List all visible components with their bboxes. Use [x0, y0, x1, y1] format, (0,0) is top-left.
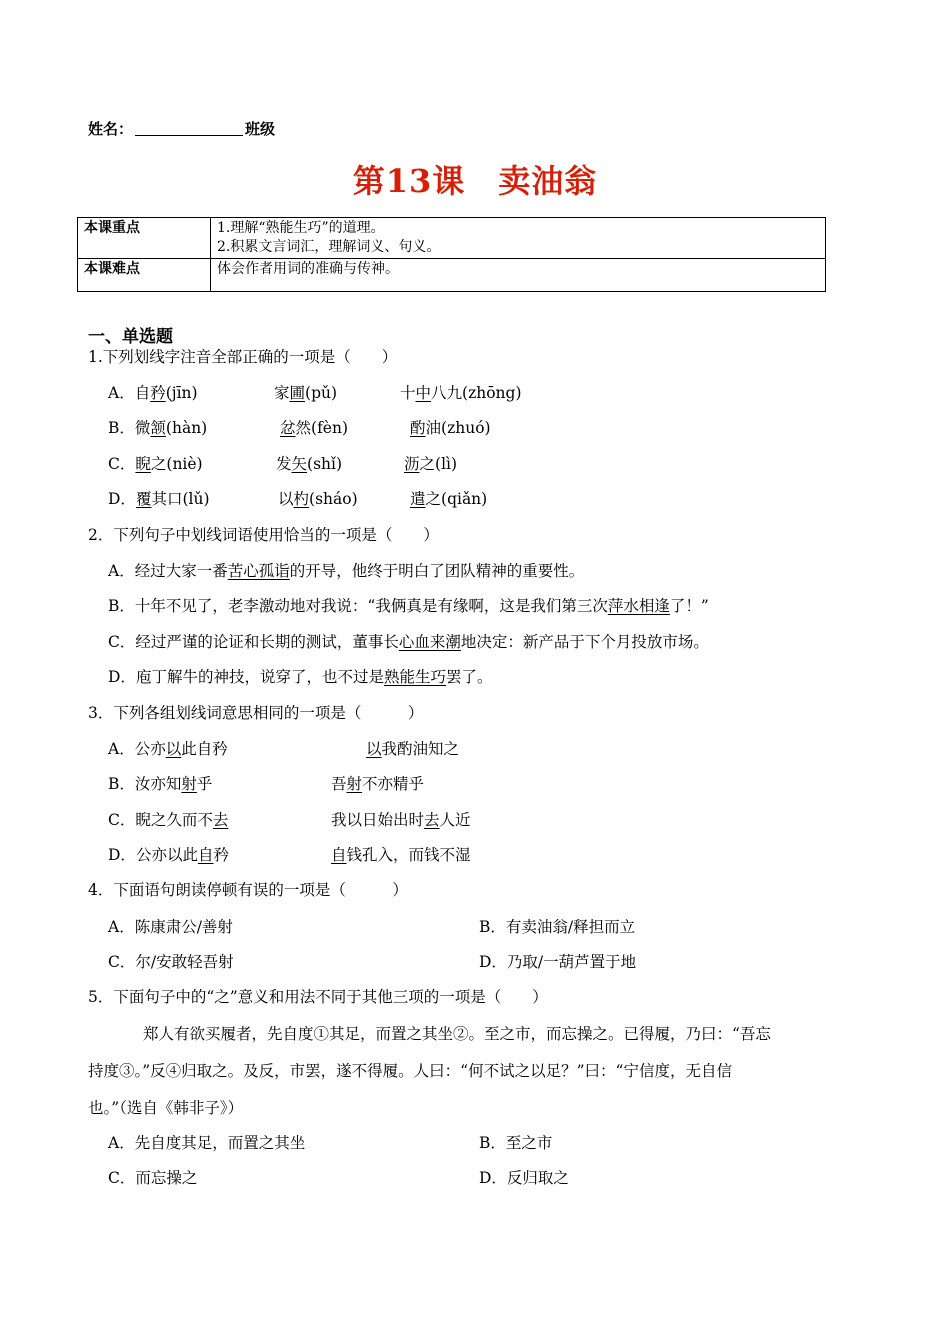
class-label: 班级 [245, 120, 276, 138]
q4-option-b[interactable]: B．有卖油翁/释担而立 [479, 918, 636, 936]
q3-option-d-right: 自钱孔入，而钱不湿 [331, 846, 471, 864]
q1-option-c-2: 发矢(shǐ) [276, 455, 343, 473]
q2-option-d[interactable]: D．庖丁解牛的神技，说穿了，也不过是熟能生巧罢了。 [108, 668, 493, 686]
q3-option-c-right: 我以日始出时去人近 [331, 811, 471, 829]
focus-line-1: 1.理解“熟能生巧”的道理。 [217, 220, 385, 236]
q5-option-c[interactable]: C．而忘操之 [108, 1169, 198, 1187]
q5-passage-line-3: 也。”（选自《韩非子》） [88, 1099, 244, 1117]
q4-option-a[interactable]: A．陈康肃公/善射 [108, 918, 233, 936]
q2-option-c[interactable]: C．经过严谨的论证和长期的测试，董事长心血来潮地决定：新产品于下个月投放市场。 [108, 633, 709, 651]
q3-option-b[interactable]: B．汝亦知射乎 [108, 775, 213, 793]
q1-option-d[interactable]: D．覆其口(lǔ) [108, 490, 210, 508]
q3-stem: 3．下列各组划线词意思相同的一项是（ ） [88, 704, 424, 722]
q4-option-d[interactable]: D．乃取/一葫芦置于地 [479, 953, 637, 971]
q2-stem: 2．下列句子中划线词语使用恰当的一项是（ ） [88, 526, 439, 544]
table-row [78, 218, 826, 259]
q2-option-a[interactable]: A．经过大家一番苦心孤诣的开导，他终于明白了团队精神的重要性。 [108, 562, 585, 580]
q5-stem: 5．下面句子中的“之”意义和用法不同于其他三项的一项是（ ） [88, 988, 548, 1006]
q1-option-d-3: 遣之(qiǎn) [410, 490, 488, 508]
q1-option-c-3: 沥之(lì) [404, 455, 458, 473]
q5-option-d[interactable]: D．反归取之 [479, 1169, 569, 1187]
name-label: 姓名： [88, 120, 134, 138]
table-row [78, 259, 826, 292]
q1-option-b[interactable]: B．微颔(hàn) [108, 419, 208, 437]
q1-option-a[interactable]: A．自矜(jīn) [108, 384, 198, 402]
key-points-table [77, 217, 826, 292]
q3-option-d[interactable]: D．公亦以此自矜 [108, 846, 229, 864]
q5-passage-line-1: 郑人有欲买履者，先自度①其足，而置之其坐②。至之市，而忘操之。已得履，乃曰：“吾忘 [143, 1025, 771, 1043]
q1-option-d-2: 以杓(sháo) [278, 490, 358, 508]
focus-line-2: 2.积累文言词汇，理解词义、句义。 [217, 239, 441, 255]
q2-option-b[interactable]: B．十年不见了，老李激动地对我说：“我俩真是有缘啊，这是我们第三次萍水相逢了！” [108, 597, 709, 615]
q5-passage-line-2: 持度③。”反④归取之。及反，市罢，遂不得履。人曰：“何不试之以足？”曰：“宁信度，无自信 [88, 1062, 732, 1080]
page-title: 第13课 卖油翁 [352, 162, 598, 200]
q1-option-a-3: 十中八九(zhōng) [400, 384, 522, 402]
q1-option-a-2: 家圃(pǔ) [274, 384, 338, 402]
name-class-line [88, 118, 275, 139]
q1-stem: 1.下列划线字注音全部正确的一项是（ ） [88, 348, 398, 366]
q1-option-b-3: 酌油(zhuó) [410, 419, 491, 437]
q4-stem: 4．下面语句朗读停顿有误的一项是（ ） [88, 881, 408, 899]
q3-option-c[interactable]: C．睨之久而不去 [108, 811, 229, 829]
table-cell-difficulty: 体会作者用词的准确与传神。 [211, 259, 826, 292]
section-heading: 一、单选题 [88, 327, 173, 347]
table-head-difficulty: 本课难点 [78, 259, 211, 292]
table-head-focus: 本课重点 [78, 218, 211, 259]
q3-option-b-right: 吾射不亦精乎 [331, 775, 425, 793]
q5-option-b[interactable]: B．至之市 [479, 1134, 553, 1152]
q3-option-a[interactable]: A．公亦以此自矜 [108, 740, 228, 758]
table-cell-focus [211, 218, 826, 259]
q5-option-a[interactable]: A．先自度其足，而置之其坐 [108, 1134, 306, 1152]
q1-option-b-2: 忿然(fèn) [280, 419, 349, 437]
q1-option-c[interactable]: C．睨之(niè) [108, 455, 203, 473]
q4-option-c[interactable]: C．尔/安敢轻吾射 [108, 953, 234, 971]
q3-option-a-right: 以我酌油知之 [366, 740, 460, 758]
name-blank[interactable] [135, 121, 243, 136]
